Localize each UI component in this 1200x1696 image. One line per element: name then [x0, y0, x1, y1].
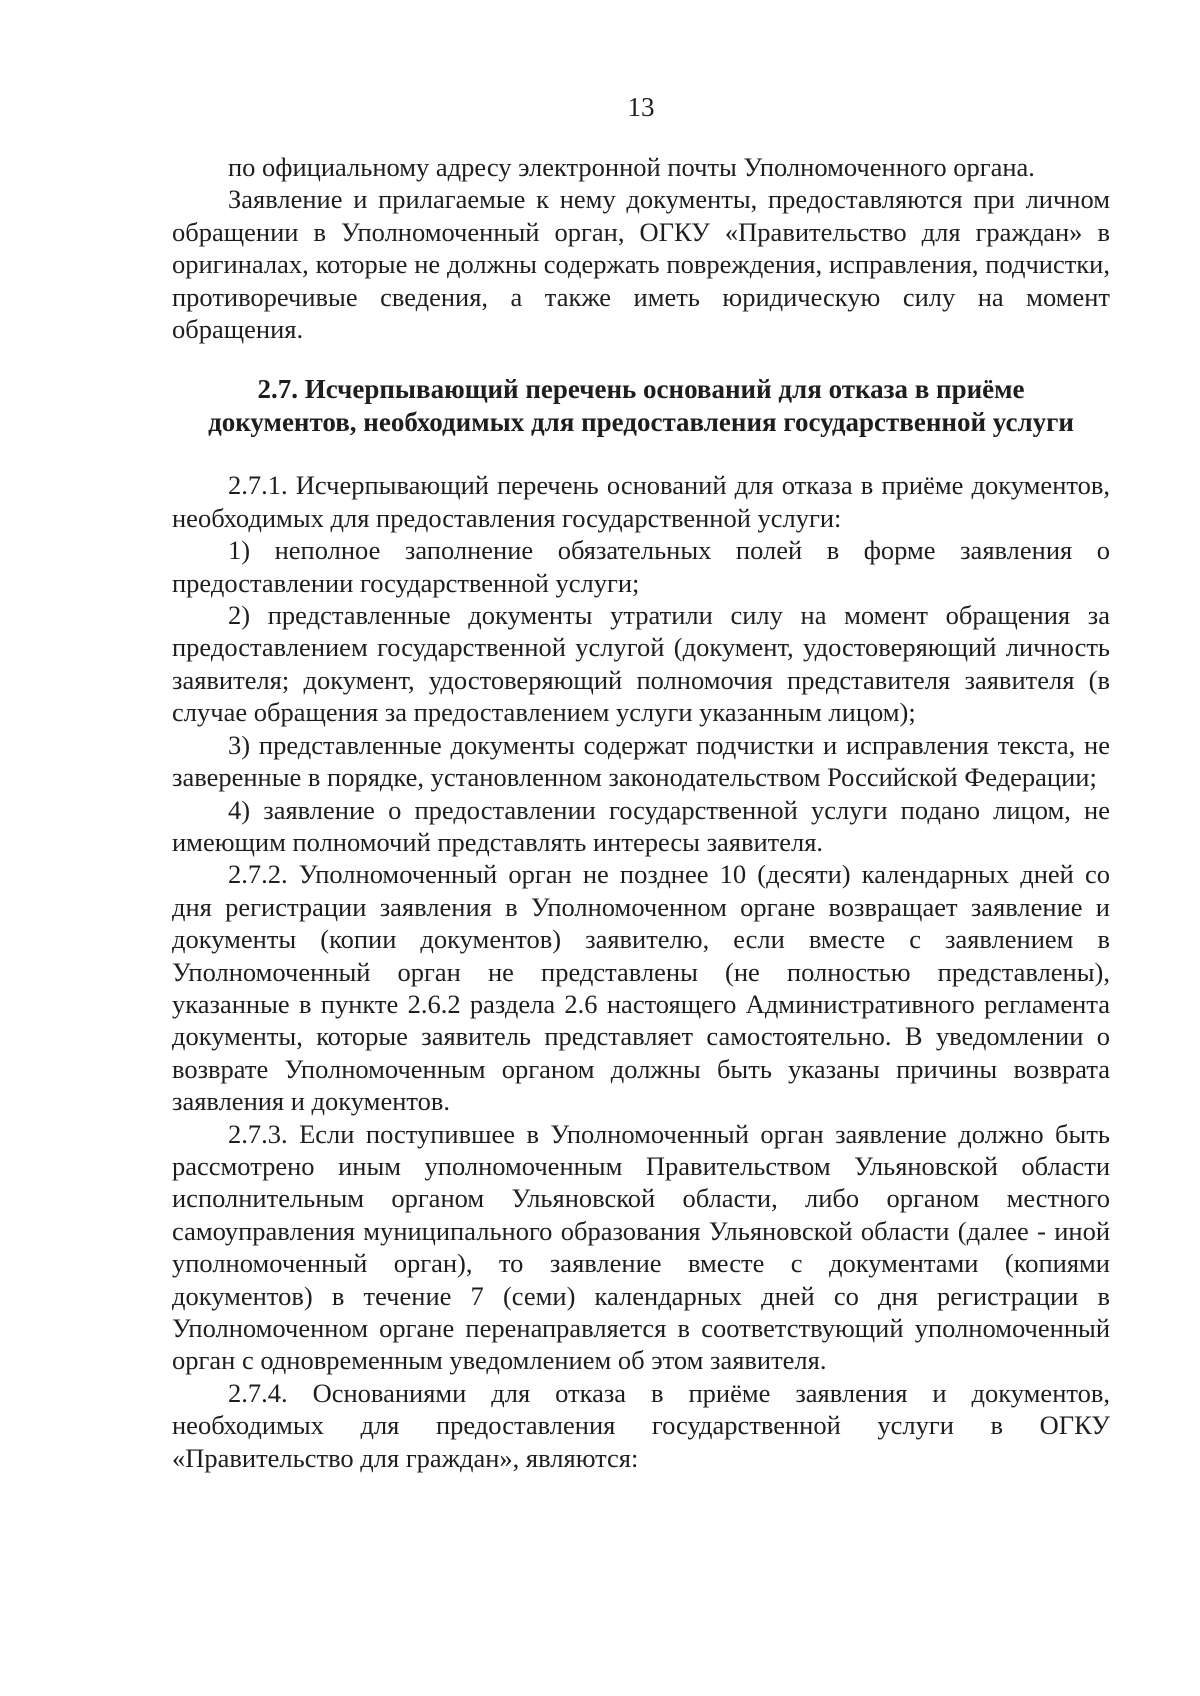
paragraph-2-7-3: 2.7.3. Если поступившее в Уполномоченный орган заявление должно быть рассмотрено иным уполномоченным Правительством Ульяновской области исполнительным органом Ульяновской области, либо органом местного самоуправления муниципального образования Ульяновской области (далее - иной уполномоченный орган), то заявление вместе с документами (копиями документов) в течение 7 (семи) календарных дней со дня регистрации в Уполномоченном органе перенаправляется в соответствующий уполномоченный орган с одновременным уведомлением об этом заявителя. [172, 1118, 1110, 1376]
list-item-4: 4) заявление о предоставлении государственной услуги подано лицом, не имеющим полномочий представлять интересы заявителя. [172, 794, 1110, 857]
document-body [172, 151, 1110, 1474]
page-number: 13 [627, 92, 655, 122]
paragraph-2-7-2: 2.7.2. Уполномоченный орган не позднее 10 (десяти) календарных дней со дня регистрации заявления в Уполномоченном органе возвращает заявление и документы (копии документов) заявителю, если вместе с заявлением в Уполномоченный орган не представлены (не полностью представлены), указанные в пункте 2.6.2 раздела 2.6 настоящего Административного регламента документы, которые заявитель представляет самостоятельно. В уведомлении о возврате Уполномоченным органом должны быть указаны причины возврата заявления и документов. [172, 859, 1110, 1117]
list-item-2: 2) представленные документы утратили силу на момент обращения за предоставлением государственной услугой (документ, удостоверяющий личность заявителя; документ, удостоверяющий полномочия представителя заявителя (в случае обращения за предоставлением услуги указанным лицом); [172, 600, 1110, 728]
paragraph-2-7-1: 2.7.1. Исчерпывающий перечень оснований для отказа в приёме документов, необходимых для предоставления государственной услуги: [172, 470, 1110, 533]
section-heading-line-1: 2.7. Исчерпывающий перечень оснований для отказа в приёме [257, 374, 1025, 405]
list-item-1: 1) неполное заполнение обязательных полей в форме заявления о предоставлении государственной услуги; [172, 535, 1110, 598]
section-heading-line-2: документов, необходимых для предоставления государственной услуги [208, 407, 1074, 438]
paragraph-submission: Заявление и прилагаемые к нему документы, предоставляются при личном обращении в Уполномоченный орган, ОГКУ «Правительство для граждан» в оригиналах, которые не должны содержать повреждения, исправления, подчистки, противоречивые сведения, а также иметь юридическую силу на момент обращения. [172, 184, 1110, 345]
list-item-3: 3) представленные документы содержат подчистки и исправления текста, не заверенные в порядке, установленном законодательством Российской Федерации; [172, 729, 1110, 793]
section-heading-2-7 [172, 373, 1110, 439]
paragraph-2-7-4: 2.7.4. Основаниями для отказа в приёме заявления и документов, необходимых для предоставления государственной услуги в ОГКУ «Правительство для граждан», являются: [172, 1377, 1110, 1473]
paragraph-continuation: по официальному адресу электронной почты Уполномоченного органа. [228, 152, 1035, 182]
